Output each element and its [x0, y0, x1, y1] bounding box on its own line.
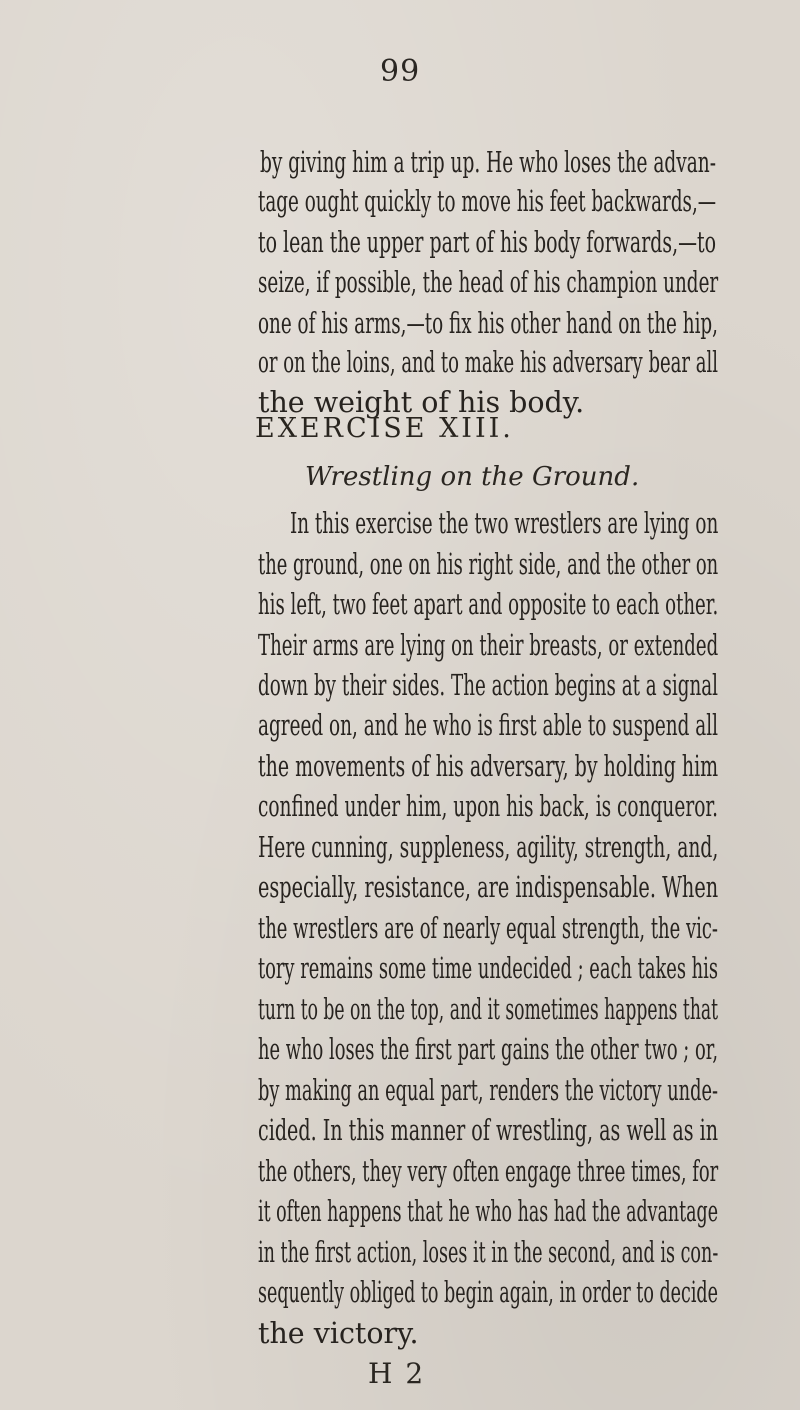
text-line: in the first action, loses it in the second, and is con-	[258, 1236, 719, 1269]
text-line: one of his arms,—to fix his other hand on the hip,	[258, 307, 718, 340]
signature-mark: H 2	[368, 1357, 426, 1390]
text-line: to lean the upper part of his body forwards,—to	[258, 226, 716, 259]
text-line: tage ought quickly to move his feet backwards,—	[258, 185, 717, 218]
page-number: 99	[380, 54, 421, 89]
text-line: especially, resistance, are indispensable. When	[258, 871, 719, 904]
text-line: sequently obliged to begin again, in order to decide	[258, 1276, 718, 1309]
text-line: the others, they very often engage three times, for	[258, 1155, 719, 1188]
text-line: tory remains some time undecided ; each takes his	[258, 952, 718, 985]
section-heading: EXERCISE XIII.	[255, 413, 514, 444]
text-line: the wrestlers are of nearly equal strength, the vic-	[258, 912, 718, 945]
text-line: he who loses the first part gains the other two ; or,	[258, 1033, 718, 1066]
text-line: it often happens that he who has had the advantage	[258, 1195, 719, 1228]
text-line: agreed on, and he who is first able to suspend all	[258, 709, 718, 742]
text-line: the weight of his body.	[258, 386, 585, 419]
text-line: In this exercise the two wrestlers are lying on	[290, 507, 719, 540]
text-line: confined under him, upon his back, is conqueror.	[258, 790, 719, 823]
text-line: the ground, one on his right side, and the other on	[258, 548, 719, 581]
text-line: the victory.	[258, 1317, 419, 1350]
text-line: seize, if possible, the head of his champion under	[258, 266, 719, 299]
text-line: by making an equal part, renders the victory unde-	[258, 1074, 718, 1107]
text-line: turn to be on the top, and it sometimes happens that	[258, 993, 719, 1026]
text-line: his left, two feet apart and opposite to each other.	[258, 588, 719, 621]
text-line: by giving him a trip up. He who loses the advan-	[260, 146, 716, 179]
text-line: down by their sides. The action begins at a signal	[258, 669, 718, 702]
text-line: or on the loins, and to make his adversary bear all	[258, 346, 718, 379]
text-line: the movements of his adversary, by holding him	[258, 750, 719, 783]
text-line: cided. In this manner of wrestling, as well as in	[258, 1114, 719, 1147]
text-line: Their arms are lying on their breasts, or extended	[258, 629, 719, 662]
text-line: Here cunning, suppleness, agility, strength, and,	[258, 831, 719, 864]
section-subheading: Wrestling on the Ground.	[305, 462, 640, 492]
